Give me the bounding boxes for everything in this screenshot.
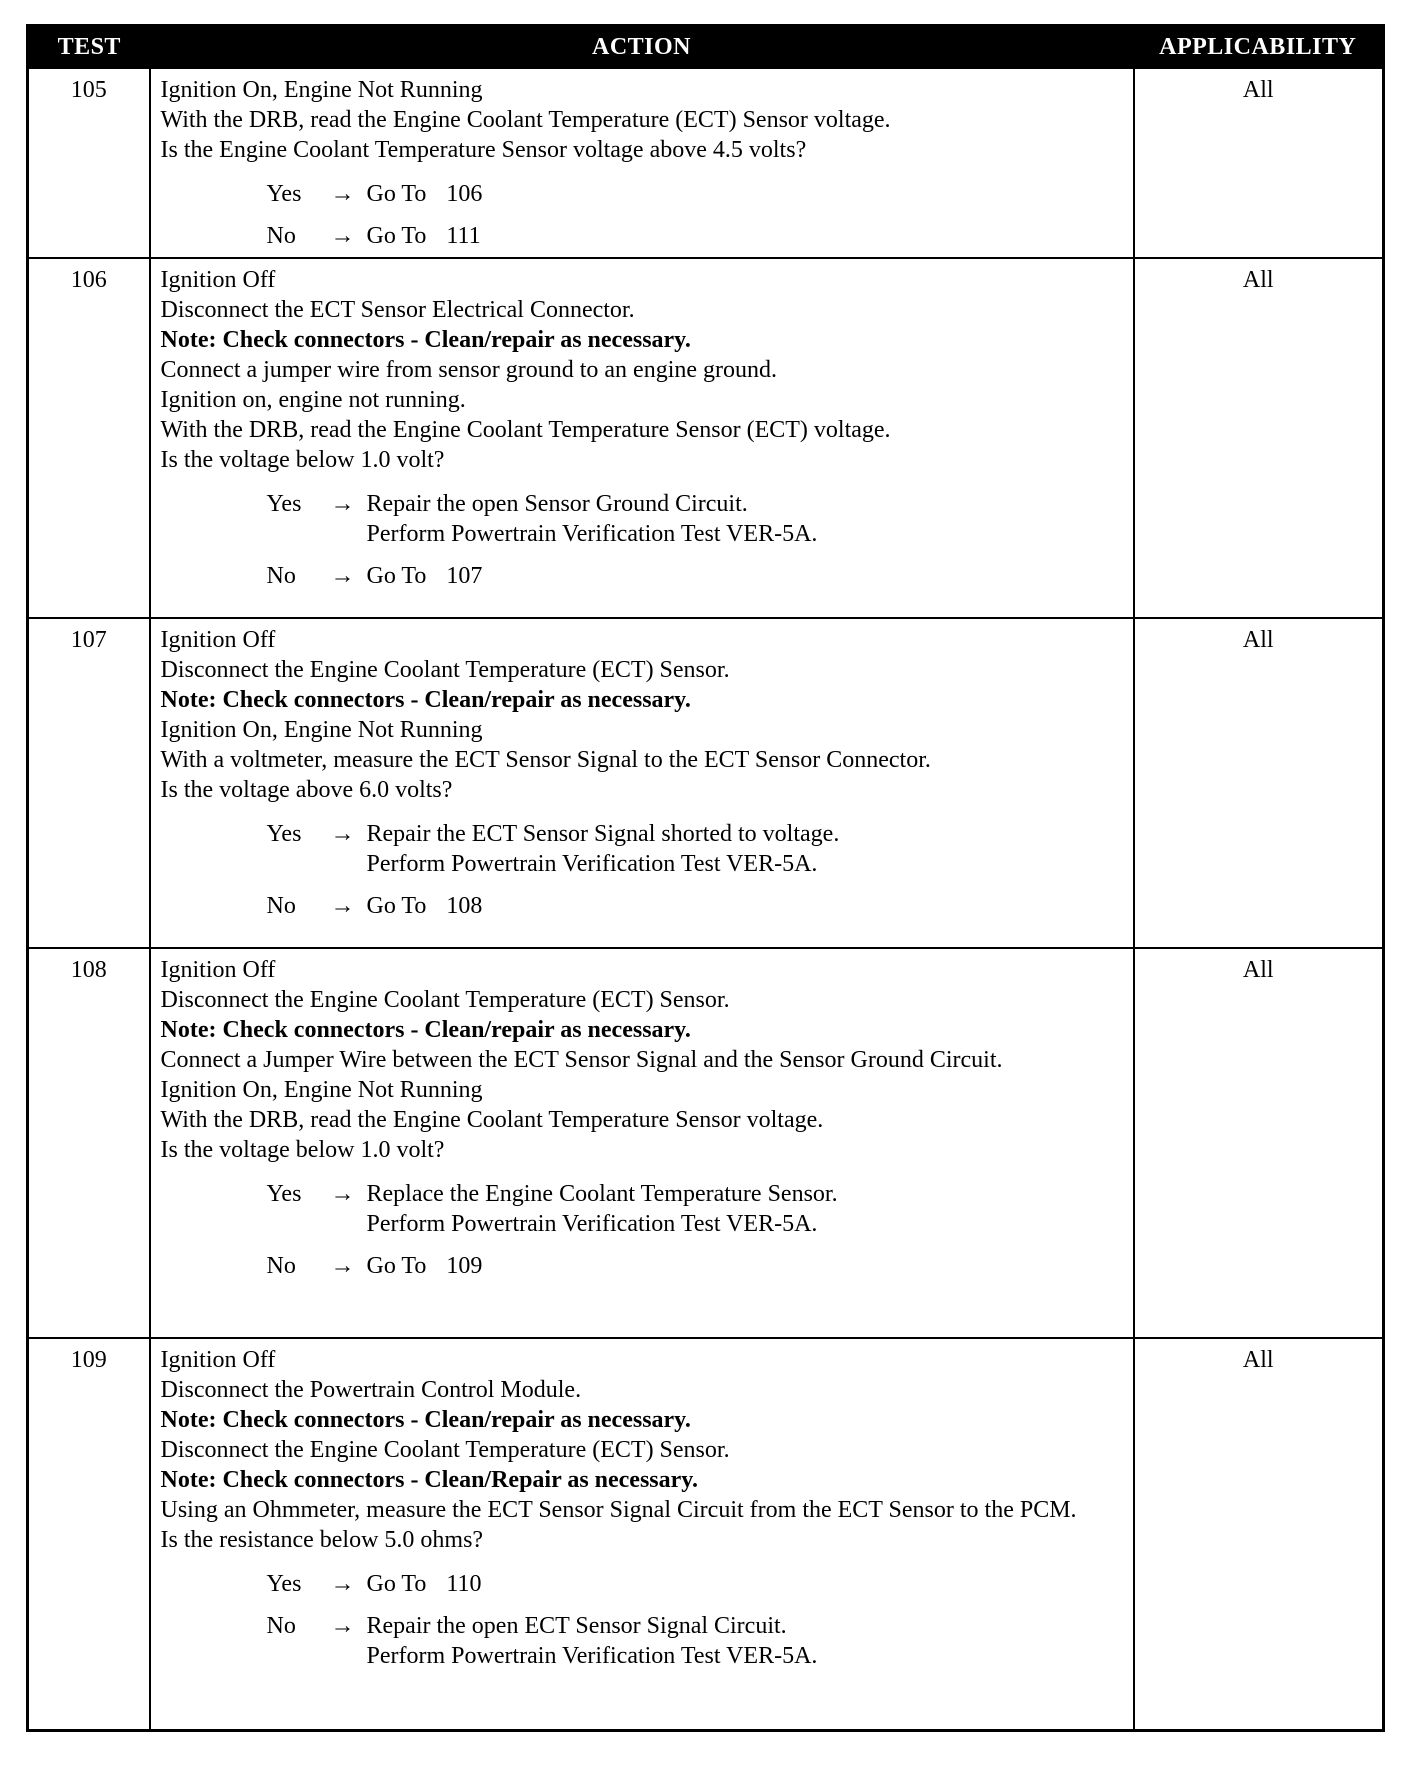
test-row-108 bbox=[28, 948, 1384, 1338]
test-number: 108 bbox=[28, 948, 150, 1338]
no-answer bbox=[267, 561, 1125, 591]
result-line: Repair the ECT Sensor Signal shorted to voltage. bbox=[366, 821, 840, 847]
step-line: Using an Ohmmeter, measure the ECT Sensor Signal Circuit from the ECT Sensor to the PCM. bbox=[160, 1497, 1077, 1523]
step-question: Is the resistance below 5.0 ohms? bbox=[160, 1527, 484, 1553]
no-result bbox=[367, 221, 1125, 251]
goto-test-number: 110 bbox=[446, 1571, 482, 1597]
step-line: Disconnect the Powertrain Control Module. bbox=[160, 1377, 582, 1403]
yes-result bbox=[367, 489, 1125, 549]
test-number: 107 bbox=[28, 618, 150, 948]
header-test: TEST bbox=[28, 26, 150, 69]
test-number: 106 bbox=[28, 258, 150, 618]
result-line: Replace the Engine Coolant Temperature Sensor. bbox=[366, 1181, 838, 1207]
step-line: Disconnect the Engine Coolant Temperature (ECT) Sensor. bbox=[160, 1437, 730, 1463]
goto-label: Go To bbox=[366, 223, 427, 249]
action-cell bbox=[150, 258, 1134, 618]
goto-label: Go To bbox=[366, 563, 427, 589]
step-question: Is the voltage above 6.0 volts? bbox=[160, 777, 453, 803]
step-question: Is the Engine Coolant Temperature Sensor voltage above 4.5 volts? bbox=[160, 137, 807, 163]
note-line: Note: Check connectors - Clean/repair as necessary. bbox=[160, 327, 691, 353]
yes-label: Yes bbox=[266, 821, 302, 847]
answer-block bbox=[267, 489, 1125, 591]
no-result bbox=[367, 891, 1125, 921]
action-cell bbox=[150, 1338, 1134, 1730]
table-header-row bbox=[28, 26, 1384, 69]
right-arrow-icon: → bbox=[330, 1181, 355, 1207]
yes-result bbox=[367, 1569, 1125, 1599]
answer-block bbox=[267, 179, 1125, 251]
goto-label: Go To bbox=[366, 893, 427, 919]
step-line: With the DRB, read the Engine Coolant Temperature Sensor (ECT) voltage. bbox=[160, 417, 891, 443]
no-label: No bbox=[266, 563, 296, 589]
yes-result bbox=[367, 179, 1125, 209]
right-arrow-icon: → bbox=[330, 821, 355, 847]
result-line: Perform Powertrain Verification Test VER-5A. bbox=[366, 521, 818, 547]
answer-block bbox=[267, 1179, 1125, 1281]
right-arrow-icon: → bbox=[330, 563, 355, 589]
test-row-106 bbox=[28, 258, 1384, 618]
result-line: Repair the open Sensor Ground Circuit. bbox=[366, 491, 748, 517]
step-line: Ignition Off bbox=[160, 267, 276, 293]
note-line: Note: Check connectors - Clean/repair as necessary. bbox=[160, 1407, 691, 1433]
action-cell bbox=[150, 68, 1134, 258]
step-line: With a voltmeter, measure the ECT Sensor Signal to the ECT Sensor Connector. bbox=[160, 747, 931, 773]
yes-answer bbox=[267, 489, 1125, 549]
right-arrow-icon: → bbox=[330, 491, 355, 517]
goto-label: Go To bbox=[366, 1253, 427, 1279]
yes-label: Yes bbox=[266, 181, 302, 207]
action-cell bbox=[150, 948, 1134, 1338]
note-line: Note: Check connectors - Clean/repair as necessary. bbox=[160, 1017, 691, 1043]
no-answer bbox=[267, 1251, 1125, 1281]
no-result bbox=[367, 1251, 1125, 1281]
step-line: Ignition on, engine not running. bbox=[160, 387, 466, 413]
step-line: Ignition Off bbox=[160, 957, 276, 983]
yes-label: Yes bbox=[266, 1571, 302, 1597]
test-row-105 bbox=[28, 68, 1384, 258]
goto-label: Go To bbox=[366, 1571, 427, 1597]
answer-block bbox=[267, 1569, 1125, 1671]
result-line: Perform Powertrain Verification Test VER-5A. bbox=[366, 851, 818, 877]
test-row-109 bbox=[28, 1338, 1384, 1730]
applicability-cell: All bbox=[1134, 948, 1384, 1338]
goto-label: Go To bbox=[366, 181, 427, 207]
goto-test-number: 107 bbox=[446, 563, 483, 589]
right-arrow-icon: → bbox=[330, 1253, 355, 1279]
step-line: Ignition Off bbox=[160, 627, 276, 653]
step-line: Disconnect the Engine Coolant Temperature (ECT) Sensor. bbox=[160, 657, 730, 683]
applicability-cell: All bbox=[1134, 1338, 1384, 1730]
goto-test-number: 106 bbox=[446, 181, 483, 207]
applicability-cell: All bbox=[1134, 68, 1384, 258]
step-line: With the DRB, read the Engine Coolant Temperature (ECT) Sensor voltage. bbox=[160, 107, 891, 133]
diagnostic-sheet bbox=[26, 24, 1382, 1732]
no-label: No bbox=[266, 893, 296, 919]
no-label: No bbox=[266, 1253, 296, 1279]
step-line: Disconnect the Engine Coolant Temperature (ECT) Sensor. bbox=[160, 987, 730, 1013]
step-line: Connect a Jumper Wire between the ECT Sensor Signal and the Sensor Ground Circuit. bbox=[160, 1047, 1003, 1073]
no-label: No bbox=[266, 1613, 296, 1639]
yes-answer bbox=[267, 179, 1125, 209]
right-arrow-icon: → bbox=[330, 181, 355, 207]
no-answer bbox=[267, 1611, 1125, 1671]
diagnostic-test-table bbox=[26, 24, 1385, 1732]
no-result bbox=[367, 561, 1125, 591]
step-line: Ignition On, Engine Not Running bbox=[160, 717, 483, 743]
yes-label: Yes bbox=[266, 1181, 302, 1207]
answer-block bbox=[267, 819, 1125, 921]
step-line: Connect a jumper wire from sensor ground to an engine ground. bbox=[160, 357, 778, 383]
result-line: Repair the open ECT Sensor Signal Circuit. bbox=[366, 1613, 787, 1639]
right-arrow-icon: → bbox=[330, 1613, 355, 1639]
applicability-cell: All bbox=[1134, 618, 1384, 948]
test-number: 105 bbox=[28, 68, 150, 258]
action-cell bbox=[150, 618, 1134, 948]
header-action: ACTION bbox=[150, 26, 1134, 69]
applicability-cell: All bbox=[1134, 258, 1384, 618]
right-arrow-icon: → bbox=[330, 1571, 355, 1597]
result-line: Perform Powertrain Verification Test VER-5A. bbox=[366, 1643, 818, 1669]
no-answer bbox=[267, 891, 1125, 921]
no-label: No bbox=[266, 223, 296, 249]
yes-answer bbox=[267, 1569, 1125, 1599]
test-number: 109 bbox=[28, 1338, 150, 1730]
yes-result bbox=[367, 1179, 1125, 1239]
right-arrow-icon: → bbox=[330, 223, 355, 249]
note-line: Note: Check connectors - Clean/Repair as necessary. bbox=[160, 1467, 698, 1493]
step-line: Ignition On, Engine Not Running bbox=[160, 77, 483, 103]
yes-label: Yes bbox=[266, 491, 302, 517]
step-question: Is the voltage below 1.0 volt? bbox=[160, 1137, 445, 1163]
result-line: Perform Powertrain Verification Test VER-5A. bbox=[366, 1211, 818, 1237]
goto-test-number: 108 bbox=[446, 893, 483, 919]
right-arrow-icon: → bbox=[330, 893, 355, 919]
yes-answer bbox=[267, 819, 1125, 879]
step-line: With the DRB, read the Engine Coolant Temperature Sensor voltage. bbox=[160, 1107, 824, 1133]
header-applicability: APPLICABILITY bbox=[1134, 26, 1384, 69]
goto-test-number: 109 bbox=[446, 1253, 483, 1279]
step-line: Ignition Off bbox=[160, 1347, 276, 1373]
note-line: Note: Check connectors - Clean/repair as necessary. bbox=[160, 687, 691, 713]
yes-result bbox=[367, 819, 1125, 879]
goto-test-number: 111 bbox=[446, 223, 481, 249]
test-row-107 bbox=[28, 618, 1384, 948]
no-result bbox=[367, 1611, 1125, 1671]
yes-answer bbox=[267, 1179, 1125, 1239]
step-line: Disconnect the ECT Sensor Electrical Connector. bbox=[160, 297, 635, 323]
no-answer bbox=[267, 221, 1125, 251]
step-line: Ignition On, Engine Not Running bbox=[160, 1077, 483, 1103]
step-question: Is the voltage below 1.0 volt? bbox=[160, 447, 445, 473]
